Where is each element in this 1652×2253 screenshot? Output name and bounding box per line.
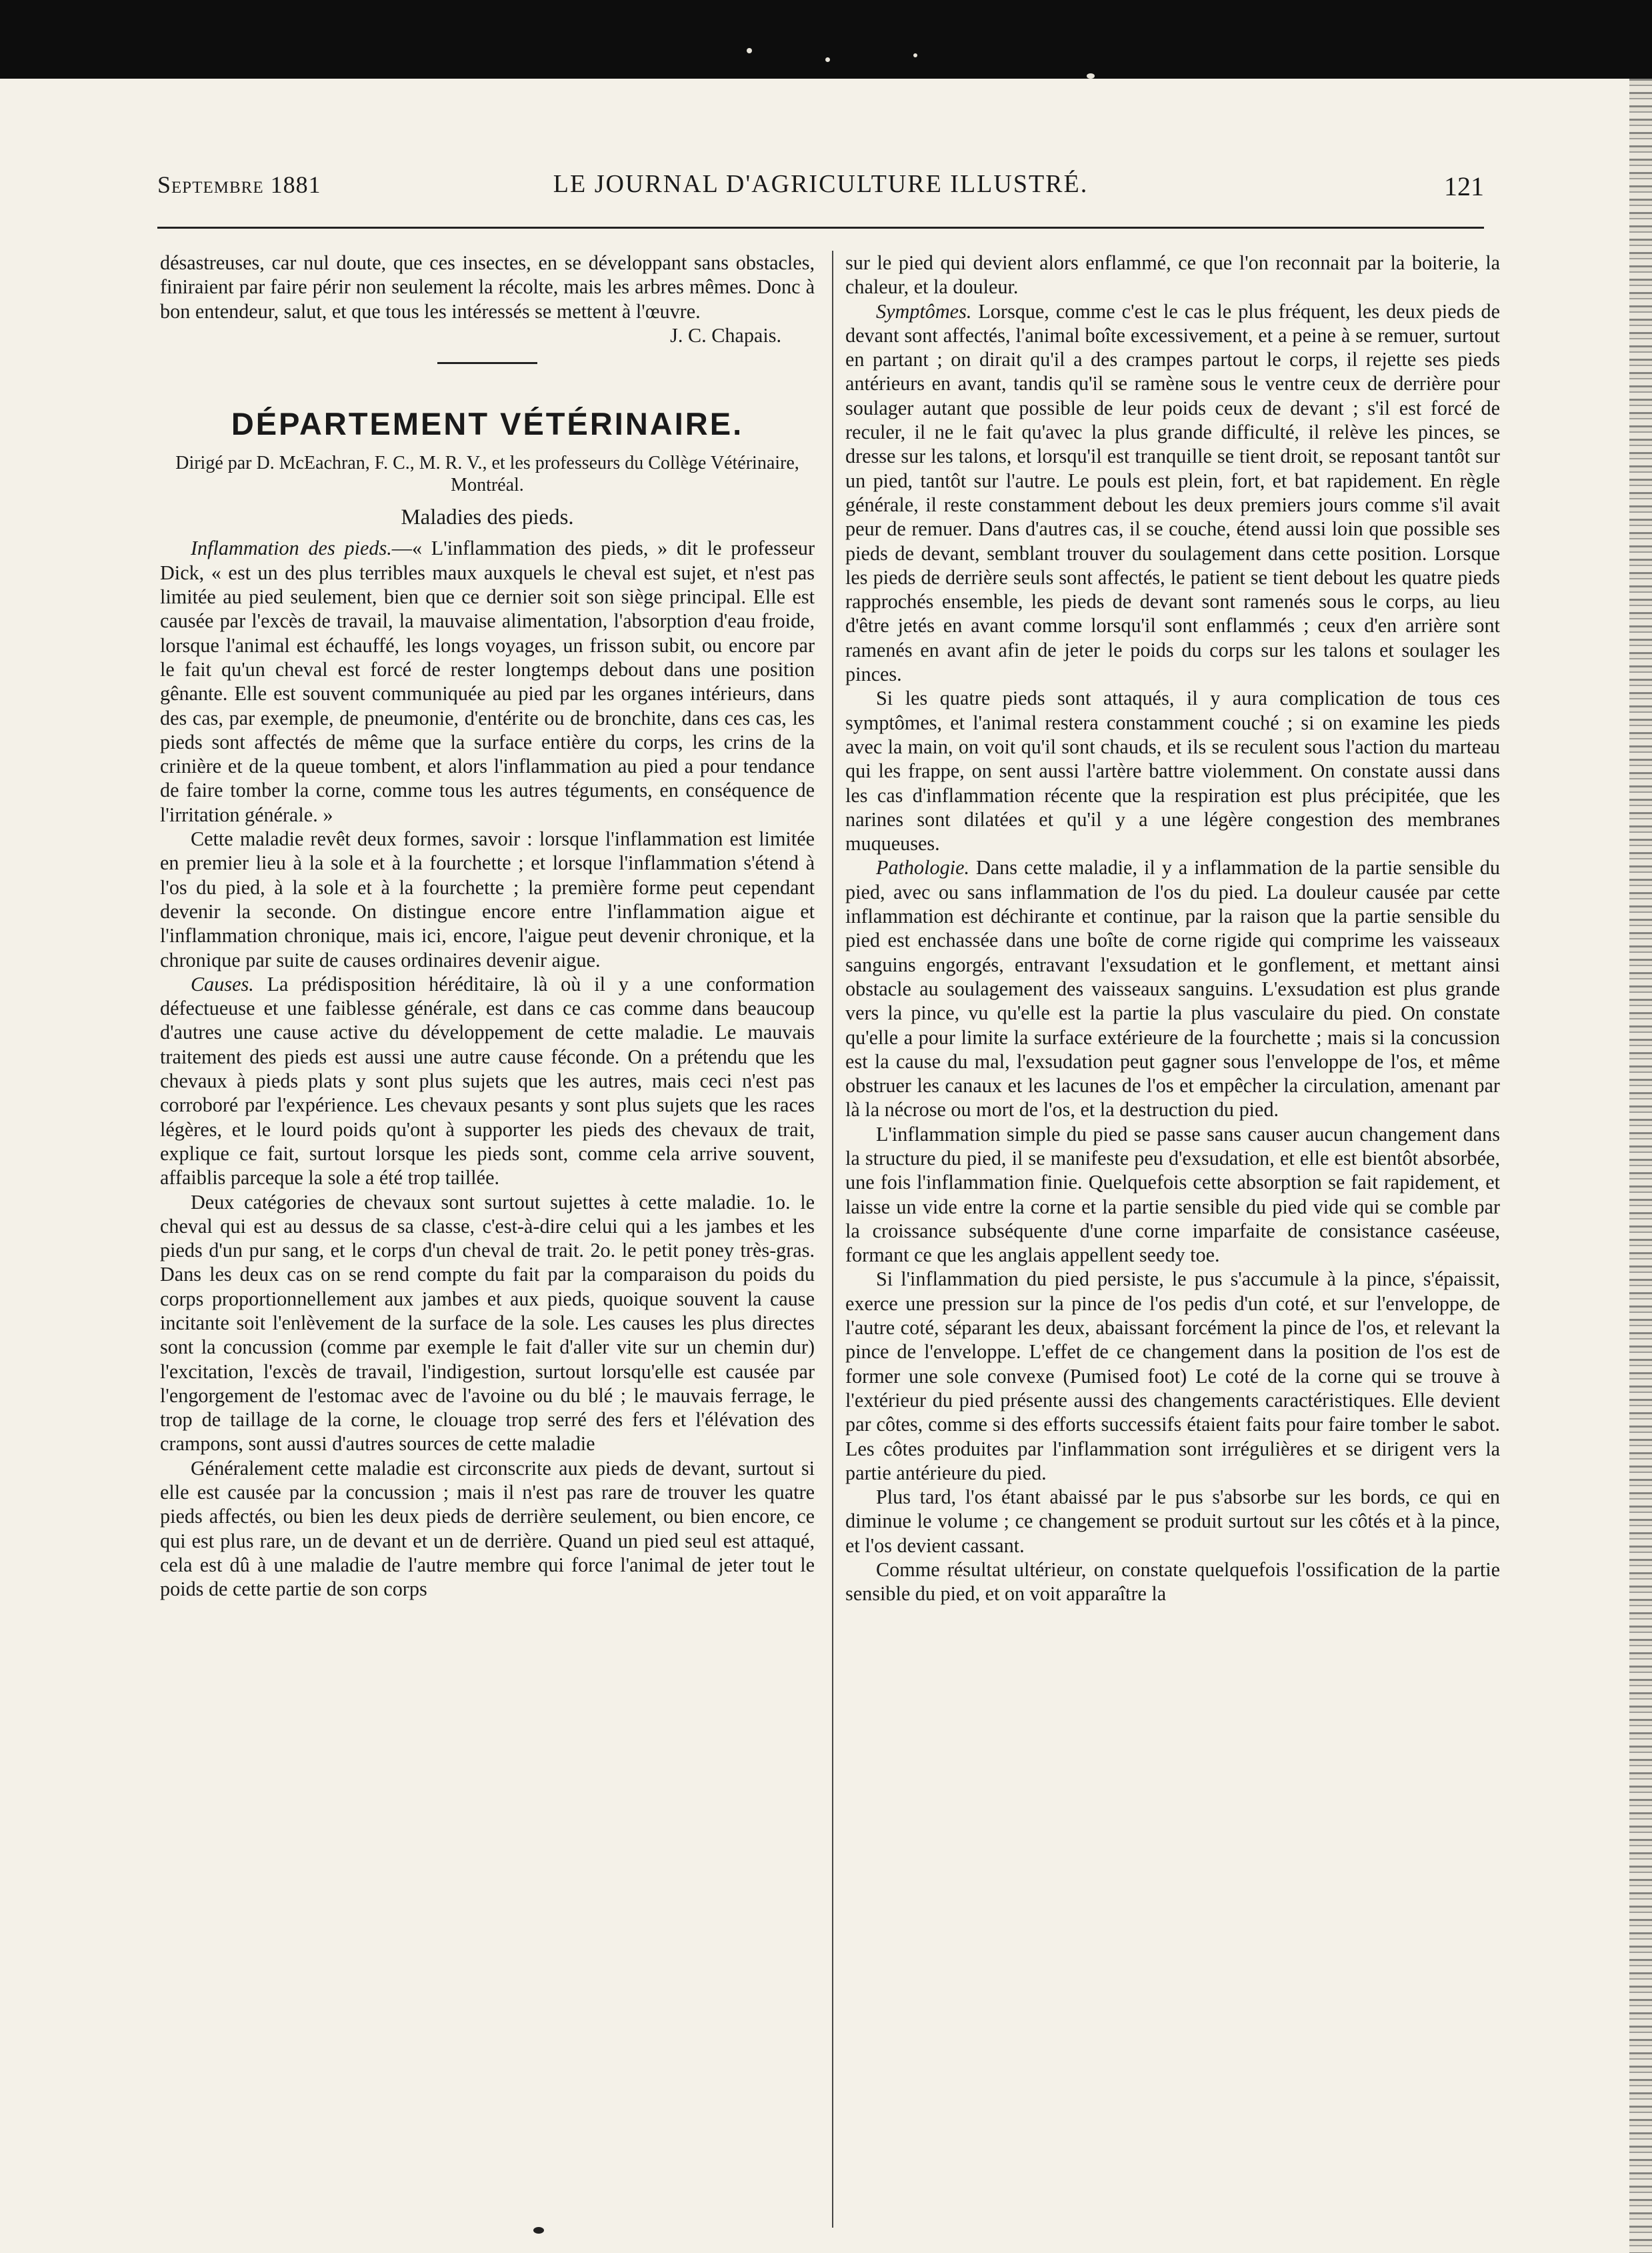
section-divider [437, 362, 537, 364]
left-column [160, 251, 815, 1602]
paragraph: Cette maladie revêt deux formes, savoir : lorsque l'inflammation est limitée en premier lieu à la sole et à la fourchette ; et lorsque l'inflammation s'étend à l'os du pied, à la sole et à la fourchette ; la première forme peut cependant devenir la seconde. On distingue encore entre l'inflammation aigue et l'inflammation chronique, mais ici, encore, l'aigue peut devenir chronique, et la chronique par suite de causes ordinaires devenir aigue. [160, 827, 815, 971]
paragraph: Comme résultat ultérieur, on constate quelquefois l'ossification de la partie sensible du pied, et on voit apparaître la [845, 1558, 1500, 1606]
paragraph: Si les quatre pieds sont attaqués, il y aura complication de tous ces symptômes, et l'animal restera constamment couché ; si on examine les pieds avec la main, on voit qu'il sont chauds, et ils se reculent sous l'action du marteau qui les frappe, on sent aussi l'artère battre violemment. On constate aussi dans les cas d'inflammation récente que la respiration est plus précipitée, que les narines sont dilatées et qu'il y a une légère congestion des membranes muqueuses. [845, 687, 1500, 855]
scan-speck [1087, 73, 1095, 79]
paragraph [845, 299, 1500, 687]
article-subheading: Maladies des pieds. [401, 505, 574, 530]
header-date: Septembre 1881 [157, 171, 321, 198]
journal-title: LE JOURNAL D'AGRICULTURE ILLUSTRÉ. [553, 170, 1089, 198]
section-title: DÉPARTEMENT VÉTÉRINAIRE. [231, 406, 744, 442]
scan-speck [825, 57, 830, 62]
scan-right-edge [1629, 79, 1652, 2253]
paragraph: Plus tard, l'os étant abaissé par le pus s'absorbe sur les bords, ce qui en diminue le volume ; ce changement se produit surtout sur les côtés et à la pince, et l'os devient cassant. [845, 1486, 1500, 1557]
header-rule [157, 227, 1484, 229]
paragraph-text: —« L'inflammation des pieds, » dit le professeur Dick, « est un des plus terribles maux auxquels le cheval est sujet, et n'est pas limitée au pied seulement, bien que ce dernier soit son siège principal. Elle est causée par l'excès de travail, la mauvaise alimentation, l'absorption d'eau froide, lorsque l'animal est échauffé, les longs voyages, un frisson subit, ou encore par le fait qu'un cheval est forcé de rester longtemps debout dans une position gênante. Elle est souvent communiquée au pied par les organes intérieurs, dans des cas, par exemple, de pneumonie, d'entérite ou de bronchite, dans ces cas, les pieds sont affectés de même que la surface entière du corps, les crins de la crinière et de la queue tombent, et alors l'inflammation au pied a pour tendance de faire tomber la corne, comme tous les autres téguments, en conséquence de l'irritation générale. » [160, 537, 815, 826]
paragraph: sur le pied qui devient alors enflammé, ce que l'on reconnait par la boiterie, la chaleur, et la douleur. [845, 251, 1500, 299]
column-divider [832, 251, 833, 2228]
paragraph [160, 972, 815, 1190]
paragraph: L'inflammation simple du pied se passe sans causer aucun changement dans la structure du pied, il se manifeste peu d'exsudation, et elle est bientôt absorbée, une fois l'inflammation finie. Quelquefois cette absorption se fait rapidement, et laisse un vide entre la corne et la partie sensible du pied vide qui se comble par la croissance subséquente d'une corne imparfaite de consistance caséeuse, formant ce que les anglais appellent seedy toe. [845, 1122, 1500, 1267]
paragraph-lead: Causes. [191, 972, 254, 995]
paragraph-text: La prédisposition héréditaire, là où il y a une conformation défectueuse et une faiblesse générale, est dans ce cas comme dans beaucoup d'autres une cause active du développement de cette maladie. Le mauvais traitement des pieds est aussi une autre cause féconde. On a prétendu que les chevaux à pieds plats y sont plus sujets que les autres, mais ceci n'est pas corroboré par l'expérience. Les chevaux pesants y sont plus sujets que les races légères, et le lourd poids qu'ont à supporter les pieds des chevaux de trait, explique ce fait, surtout lorsque les pieds sont, comme cela arrive souvent, affaiblis parceque la sole a été trop taillée. [160, 972, 815, 1190]
scan-mark [533, 2227, 544, 2234]
paragraph-lead: Symptômes. [876, 299, 972, 323]
paragraph-text: Dans cette maladie, il y a inflammation de la partie sensible du pied, avec ou sans inflammation de l'os du pied. La douleur causée par cette inflammation est déchirante et continue, par la raison que la partie sensible du pied est enchassée dans une boîte de corne rigide qui comprime les vaisseaux sanguins engorgés, entravant l'exsudation et le gonflement, et mettant ainsi obstacle au soulagement des vaisseaux sanguins. L'exsudation est plus grande vers la pince, vu qu'elle est la partie la plus vasculaire du pied. On constate qu'elle a pour limite la surface extérieure de la fourchette ; mais si la concussion est la cause du mal, l'exsudation peut gagner sous l'enveloppe de l'os, et même obstruer les canaux et les lacunes de l'os et empêcher la circulation, amenant par là la nécrose ou mort de l'os, et la destruction du pied. [845, 856, 1500, 1121]
paragraph: Si l'inflammation du pied persiste, le pus s'accumule à la pince, s'épaissit, exerce une pression sur la pince de l'os pedis d'un coté, et sur l'enveloppe, de l'autre coté, séparant les deux, abaissant forcément la pince de l'os, et relevant la pince de l'enveloppe. L'effet de ce changement dans la position de l'os est de former une sole convexe (Pumised foot) Le coté de la corne qui se trouve à l'extérieur du pied présente aussi des changements caractéristiques. Elle devient par côtes, comme si des efforts successifs étaient faits pour faire tomber le sabot. Les côtes produites par l'inflammation sont irrégulières et se dirigent vers la partie antérieure du pied. [845, 1268, 1500, 1484]
paragraph [160, 536, 815, 827]
paragraph-lead: Inflammation des pieds. [191, 537, 392, 560]
scan-speck [747, 48, 752, 53]
intro-paragraph: désastreuses, car nul doute, que ces insectes, en se développant sans obstacles, finiraient par faire périr non seulement la récolte, mais les arbres mêmes. Donc à bon entendeur, salut, et que tous les intéressés se mettent à l'œuvre. [160, 251, 815, 323]
page-number: 121 [1444, 171, 1484, 201]
author-signature: J. C. Chapais. [670, 323, 781, 347]
page-header [157, 165, 1484, 205]
scan-speck [913, 53, 917, 57]
paragraph: Deux catégories de chevaux sont surtout sujettes à cette maladie. 1o. le cheval qui est au dessus de sa classe, c'est-à-dire celui qui a les jambes et les pieds d'un pur sang, et le corps d'un cheval de trait. 2o. le petit poney très-gras. Dans les deux cas on se rend compte du fait par la comparaison du poids du corps proportionnellement aux jambes et aux pieds, quoique souvent la cause incitante soit l'enlèvement de la surface de la sole. Les causes les plus directes sont la concussion (comme par exemple le fait d'aller vite sur un chemin dur) l'excitation, l'excès de travail, l'indigestion, surtout lorsqu'elle est causée par l'engorgement de l'estomac avec de l'avoine ou du blé ; le mauvais ferrage, le trop de taillage de la corne, le clouage trop serré des fers et l'élévation des crampons, sont aussi d'autres sources de cette maladie [160, 1190, 815, 1456]
right-column [845, 251, 1500, 1606]
paragraph: Généralement cette maladie est circonscrite aux pieds de devant, surtout si elle est causée par la concussion ; mais il n'est pas rare de trouver les quatre pieds affectés, ou bien les deux pieds de derrière seulement, ou bien encore, ce qui est plus rare, un de devant et un de derrière. Quand un pied seul est attaqué, cela est dû à une maladie de l'autre membre qui force l'animal de jeter tout le poids de cette partie de son corps [160, 1456, 815, 1601]
paragraph-text: Lorsque, comme c'est le cas le plus fréquent, les deux pieds de devant sont affectés, l'animal boîte excessivement, et a peine à se remuer, surtout en partant ; on dirait qu'il a des crampes partout le corps, il rejette ses pieds antérieurs en avant, tandis qu'il se ramène sous le ventre ceux de derrière pour soulager autant que possible de leur poids ceux de devant ; s'il est forcé de reculer, il ne le fait qu'avec la plus grande difficulté, il relève les pinces, se dresse sur les talons, et lorsqu'il est tranquille se tient droit, se reposant tantôt sur un pied, tantôt sur l'autre. Le pouls est plein, fort, et bat rapidement. En règle générale, il reste constamment debout les deux premiers jours comme s'il avait peur de remuer. Dans d'autres cas, il se couche, étend aussi loin que possible ses pieds de devant, semblant trouver du soulagement dans cette position. Lorsque les pieds de derrière seuls sont affectés, le patient se tient debout les quatre pieds rapprochés ensemble, les pieds de devant sont ramenés sous le corps, au lieu d'être jetés en avant comme lorsqu'il sont enflammés ; ceux d'en arrière sont ramenés en avant afin de jeter le poids du corps sur les talons et soulager les pinces. [845, 299, 1500, 686]
paragraph-lead: Pathologie. [876, 856, 970, 879]
paragraph [845, 855, 1500, 1121]
section-byline: Dirigé par D. McEachran, F. C., M. R. V., et les professeurs du Collège Vétérinaire, Montréal. [175, 453, 799, 496]
scan-top-band [0, 0, 1652, 79]
